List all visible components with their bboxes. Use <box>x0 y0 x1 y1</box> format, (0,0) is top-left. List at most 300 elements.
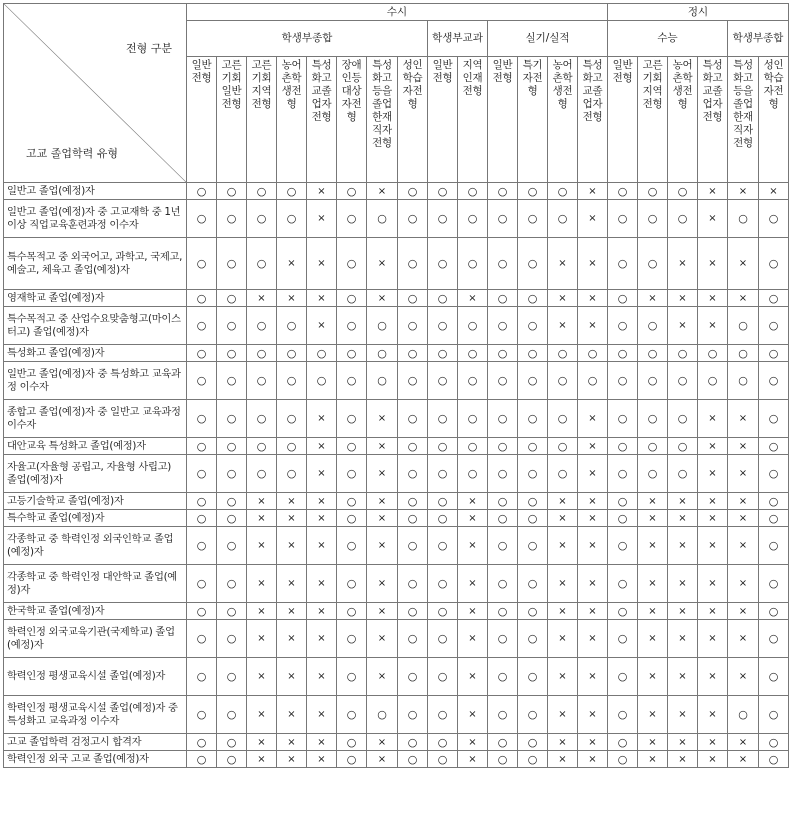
ineligible-mark: × <box>728 510 759 527</box>
eligible-mark: ○ <box>428 493 458 510</box>
ineligible-mark: × <box>458 603 488 620</box>
row-label: 고교 졸업학력 검정고시 합격자 <box>4 734 187 751</box>
ineligible-mark: × <box>668 696 698 734</box>
eligible-mark: ○ <box>458 438 488 455</box>
eligible-mark: ○ <box>638 200 668 238</box>
ineligible-mark: × <box>698 438 728 455</box>
eligible-mark: ○ <box>488 183 518 200</box>
subgroup-susi-silgi: 실기/실적 <box>488 21 608 57</box>
column-header: 고른 기회 지역 전형 <box>638 57 668 183</box>
eligible-mark: ○ <box>337 307 367 345</box>
ineligible-mark: × <box>247 734 277 751</box>
eligible-mark: ○ <box>759 400 789 438</box>
ineligible-mark: × <box>367 455 398 493</box>
ineligible-mark: × <box>728 620 759 658</box>
ineligible-mark: × <box>277 510 307 527</box>
ineligible-mark: × <box>638 527 668 565</box>
eligible-mark: ○ <box>217 510 247 527</box>
ineligible-mark: × <box>698 183 728 200</box>
eligible-mark: ○ <box>759 620 789 658</box>
eligible-mark: ○ <box>759 658 789 696</box>
eligible-mark: ○ <box>608 527 638 565</box>
eligible-mark: ○ <box>608 400 638 438</box>
ineligible-mark: × <box>307 734 337 751</box>
table-row <box>4 290 789 307</box>
eligible-mark: ○ <box>337 345 367 362</box>
eligible-mark: ○ <box>398 290 428 307</box>
eligible-mark: ○ <box>217 734 247 751</box>
table-row <box>4 734 789 751</box>
eligible-mark: ○ <box>608 620 638 658</box>
ineligible-mark: × <box>578 734 608 751</box>
eligible-mark: ○ <box>367 696 398 734</box>
ineligible-mark: × <box>668 290 698 307</box>
eligible-mark: ○ <box>608 658 638 696</box>
ineligible-mark: × <box>698 527 728 565</box>
eligible-mark: ○ <box>187 696 217 734</box>
eligible-mark: ○ <box>337 455 367 493</box>
ineligible-mark: × <box>578 510 608 527</box>
ineligible-mark: × <box>367 400 398 438</box>
eligible-mark: ○ <box>217 238 247 290</box>
eligible-mark: ○ <box>518 290 548 307</box>
eligible-mark: ○ <box>428 565 458 603</box>
eligible-mark: ○ <box>548 438 578 455</box>
eligible-mark: ○ <box>367 362 398 400</box>
eligible-mark: ○ <box>217 455 247 493</box>
eligible-mark: ○ <box>428 200 458 238</box>
column-header: 장애 인등 대상 자전 형 <box>337 57 367 183</box>
row-label: 일반고 졸업(예정)자 <box>4 183 187 200</box>
row-label: 종합고 졸업(예정)자 중 일반고 교육과정 이수자 <box>4 400 187 438</box>
row-label: 각종학교 중 학력인정 외국인학교 졸업(예정)자 <box>4 527 187 565</box>
eligible-mark: ○ <box>518 362 548 400</box>
ineligible-mark: × <box>578 290 608 307</box>
ineligible-mark: × <box>307 751 337 768</box>
ineligible-mark: × <box>367 238 398 290</box>
eligible-mark: ○ <box>217 696 247 734</box>
eligible-mark: ○ <box>518 603 548 620</box>
eligible-mark: ○ <box>398 696 428 734</box>
ineligible-mark: × <box>698 734 728 751</box>
eligible-mark: ○ <box>337 438 367 455</box>
eligible-mark: ○ <box>398 620 428 658</box>
ineligible-mark: × <box>698 200 728 238</box>
row-label: 영재학교 졸업(예정)자 <box>4 290 187 307</box>
column-header: 일반 전형 <box>428 57 458 183</box>
eligible-mark: ○ <box>337 183 367 200</box>
eligible-mark: ○ <box>458 455 488 493</box>
eligible-mark: ○ <box>488 455 518 493</box>
ineligible-mark: × <box>277 565 307 603</box>
eligible-mark: ○ <box>518 696 548 734</box>
eligible-mark: ○ <box>698 345 728 362</box>
eligible-mark: ○ <box>337 493 367 510</box>
eligible-mark: ○ <box>337 527 367 565</box>
ineligible-mark: × <box>698 696 728 734</box>
eligible-mark: ○ <box>548 183 578 200</box>
subgroup-jeongsi-hakjong: 학생부종합 <box>728 21 789 57</box>
eligible-mark: ○ <box>367 307 398 345</box>
eligible-mark: ○ <box>638 345 668 362</box>
eligible-mark: ○ <box>608 734 638 751</box>
ineligible-mark: × <box>458 290 488 307</box>
ineligible-mark: × <box>277 734 307 751</box>
eligible-mark: ○ <box>608 455 638 493</box>
ineligible-mark: × <box>458 658 488 696</box>
eligible-mark: ○ <box>458 200 488 238</box>
eligible-mark: ○ <box>518 455 548 493</box>
ineligible-mark: × <box>247 751 277 768</box>
ineligible-mark: × <box>247 696 277 734</box>
ineligible-mark: × <box>277 696 307 734</box>
ineligible-mark: × <box>728 751 759 768</box>
eligible-mark: ○ <box>187 438 217 455</box>
ineligible-mark: × <box>668 620 698 658</box>
eligible-mark: ○ <box>518 527 548 565</box>
eligible-mark: ○ <box>187 734 217 751</box>
eligible-mark: ○ <box>458 362 488 400</box>
ineligible-mark: × <box>307 238 337 290</box>
eligible-mark: ○ <box>608 603 638 620</box>
ineligible-mark: × <box>578 455 608 493</box>
eligible-mark: ○ <box>187 200 217 238</box>
ineligible-mark: × <box>367 510 398 527</box>
eligible-mark: ○ <box>608 493 638 510</box>
ineligible-mark: × <box>548 658 578 696</box>
column-header: 일반 전형 <box>187 57 217 183</box>
corner-top-label: 전형 구분 <box>125 42 172 55</box>
ineligible-mark: × <box>668 751 698 768</box>
ineligible-mark: × <box>728 183 759 200</box>
eligible-mark: ○ <box>458 307 488 345</box>
ineligible-mark: × <box>458 734 488 751</box>
ineligible-mark: × <box>578 565 608 603</box>
ineligible-mark: × <box>458 696 488 734</box>
table-row <box>4 658 789 696</box>
ineligible-mark: × <box>638 620 668 658</box>
table-row <box>4 510 789 527</box>
eligible-mark: ○ <box>217 345 247 362</box>
ineligible-mark: × <box>307 565 337 603</box>
eligible-mark: ○ <box>638 455 668 493</box>
eligible-mark: ○ <box>668 438 698 455</box>
eligible-mark: ○ <box>578 345 608 362</box>
ineligible-mark: × <box>307 696 337 734</box>
row-label: 자율고(자율형 공립고, 자율형 사립고) 졸업(예정)자 <box>4 455 187 493</box>
ineligible-mark: × <box>698 658 728 696</box>
eligible-mark: ○ <box>488 238 518 290</box>
eligible-mark: ○ <box>337 238 367 290</box>
eligible-mark: ○ <box>488 307 518 345</box>
eligible-mark: ○ <box>217 438 247 455</box>
eligible-mark: ○ <box>638 183 668 200</box>
eligible-mark: ○ <box>337 658 367 696</box>
ineligible-mark: × <box>578 400 608 438</box>
eligible-mark: ○ <box>398 438 428 455</box>
column-header: 특성 화고 교졸 업자 전형 <box>698 57 728 183</box>
eligible-mark: ○ <box>428 290 458 307</box>
group-jeongsi: 정시 <box>608 4 789 21</box>
eligible-mark: ○ <box>518 510 548 527</box>
ineligible-mark: × <box>458 620 488 658</box>
eligible-mark: ○ <box>488 290 518 307</box>
eligible-mark: ○ <box>247 200 277 238</box>
ineligible-mark: × <box>698 400 728 438</box>
ineligible-mark: × <box>578 658 608 696</box>
eligible-mark: ○ <box>759 603 789 620</box>
ineligible-mark: × <box>638 751 668 768</box>
eligible-mark: ○ <box>668 362 698 400</box>
ineligible-mark: × <box>638 696 668 734</box>
ineligible-mark: × <box>367 493 398 510</box>
eligible-mark: ○ <box>217 290 247 307</box>
eligible-mark: ○ <box>638 362 668 400</box>
eligible-mark: ○ <box>638 307 668 345</box>
ineligible-mark: × <box>728 455 759 493</box>
eligible-mark: ○ <box>217 527 247 565</box>
eligible-mark: ○ <box>458 345 488 362</box>
ineligible-mark: × <box>728 238 759 290</box>
eligible-mark: ○ <box>217 603 247 620</box>
ineligible-mark: × <box>307 438 337 455</box>
eligible-mark: ○ <box>428 527 458 565</box>
eligible-mark: ○ <box>488 603 518 620</box>
eligible-mark: ○ <box>759 751 789 768</box>
ineligible-mark: × <box>307 290 337 307</box>
corner-bottom-label: 고교 졸업학력 유형 <box>26 147 119 160</box>
eligible-mark: ○ <box>398 362 428 400</box>
ineligible-mark: × <box>728 734 759 751</box>
ineligible-mark: × <box>548 696 578 734</box>
eligible-mark: ○ <box>759 696 789 734</box>
eligible-mark: ○ <box>187 400 217 438</box>
eligible-mark: ○ <box>187 527 217 565</box>
ineligible-mark: × <box>367 620 398 658</box>
column-header: 고른 기회 지역 전형 <box>247 57 277 183</box>
row-label: 학력인정 외국교육기관(국제학교) 졸업(예정)자 <box>4 620 187 658</box>
ineligible-mark: × <box>698 510 728 527</box>
eligible-mark: ○ <box>398 527 428 565</box>
eligible-mark: ○ <box>307 362 337 400</box>
ineligible-mark: × <box>277 527 307 565</box>
eligible-mark: ○ <box>518 238 548 290</box>
row-label: 특성화고 졸업(예정)자 <box>4 345 187 362</box>
ineligible-mark: × <box>548 527 578 565</box>
eligible-mark: ○ <box>217 400 247 438</box>
eligible-mark: ○ <box>187 751 217 768</box>
eligible-mark: ○ <box>488 734 518 751</box>
eligible-mark: ○ <box>608 696 638 734</box>
column-header: 특성 화고 등을 졸업 한재 직자 전형 <box>367 57 398 183</box>
column-header: 특성 화고 교졸 업자 전형 <box>578 57 608 183</box>
eligible-mark: ○ <box>337 603 367 620</box>
eligible-mark: ○ <box>337 400 367 438</box>
ineligible-mark: × <box>578 438 608 455</box>
eligible-mark: ○ <box>518 565 548 603</box>
eligible-mark: ○ <box>518 620 548 658</box>
eligible-mark: ○ <box>428 455 458 493</box>
eligible-mark: ○ <box>759 493 789 510</box>
eligible-mark: ○ <box>488 527 518 565</box>
subgroup-susi-gyogwa: 학생부교과 <box>428 21 488 57</box>
eligible-mark: ○ <box>608 438 638 455</box>
eligible-mark: ○ <box>428 696 458 734</box>
row-label: 일반고 졸업(예정)자 중 특성화고 교육과정 이수자 <box>4 362 187 400</box>
eligible-mark: ○ <box>608 362 638 400</box>
column-header: 특성 화고 교졸 업자 전형 <box>307 57 337 183</box>
eligible-mark: ○ <box>638 238 668 290</box>
ineligible-mark: × <box>578 527 608 565</box>
eligible-mark: ○ <box>759 238 789 290</box>
eligible-mark: ○ <box>187 290 217 307</box>
ineligible-mark: × <box>668 658 698 696</box>
eligible-mark: ○ <box>217 620 247 658</box>
eligible-mark: ○ <box>608 751 638 768</box>
ineligible-mark: × <box>728 290 759 307</box>
ineligible-mark: × <box>458 493 488 510</box>
eligible-mark: ○ <box>187 183 217 200</box>
eligible-mark: ○ <box>277 200 307 238</box>
eligible-mark: ○ <box>488 362 518 400</box>
ineligible-mark: × <box>728 493 759 510</box>
ineligible-mark: × <box>668 238 698 290</box>
eligible-mark: ○ <box>759 345 789 362</box>
column-header: 특기 자전 형 <box>518 57 548 183</box>
table-row <box>4 696 789 734</box>
column-header: 성인 학습 자전 형 <box>398 57 428 183</box>
ineligible-mark: × <box>668 527 698 565</box>
eligible-mark: ○ <box>398 307 428 345</box>
eligible-mark: ○ <box>187 307 217 345</box>
ineligible-mark: × <box>367 751 398 768</box>
ineligible-mark: × <box>458 510 488 527</box>
ineligible-mark: × <box>307 620 337 658</box>
ineligible-mark: × <box>367 290 398 307</box>
ineligible-mark: × <box>578 620 608 658</box>
eligible-mark: ○ <box>428 751 458 768</box>
eligible-mark: ○ <box>728 362 759 400</box>
eligible-mark: ○ <box>398 603 428 620</box>
eligible-mark: ○ <box>488 438 518 455</box>
table-row <box>4 183 789 200</box>
eligible-mark: ○ <box>488 696 518 734</box>
ineligible-mark: × <box>698 751 728 768</box>
ineligible-mark: × <box>367 183 398 200</box>
eligible-mark: ○ <box>187 565 217 603</box>
eligible-mark: ○ <box>759 565 789 603</box>
ineligible-mark: × <box>698 455 728 493</box>
eligible-mark: ○ <box>488 200 518 238</box>
ineligible-mark: × <box>277 620 307 658</box>
ineligible-mark: × <box>548 493 578 510</box>
eligible-mark: ○ <box>337 510 367 527</box>
eligible-mark: ○ <box>398 183 428 200</box>
admission-eligibility-table <box>3 3 789 768</box>
ineligible-mark: × <box>307 493 337 510</box>
ineligible-mark: × <box>247 603 277 620</box>
eligible-mark: ○ <box>428 345 458 362</box>
ineligible-mark: × <box>458 565 488 603</box>
table-row <box>4 438 789 455</box>
row-label: 학력인정 외국 고교 졸업(예정)자 <box>4 751 187 768</box>
ineligible-mark: × <box>367 438 398 455</box>
eligible-mark: ○ <box>187 345 217 362</box>
row-label: 특수학교 졸업(예정)자 <box>4 510 187 527</box>
eligible-mark: ○ <box>277 183 307 200</box>
eligible-mark: ○ <box>217 183 247 200</box>
eligible-mark: ○ <box>187 620 217 658</box>
eligible-mark: ○ <box>728 307 759 345</box>
eligible-mark: ○ <box>608 510 638 527</box>
ineligible-mark: × <box>698 603 728 620</box>
eligible-mark: ○ <box>638 438 668 455</box>
ineligible-mark: × <box>307 183 337 200</box>
eligible-mark: ○ <box>728 696 759 734</box>
eligible-mark: ○ <box>759 362 789 400</box>
ineligible-mark: × <box>277 238 307 290</box>
eligible-mark: ○ <box>759 527 789 565</box>
subgroup-jeongsi-suneung: 수능 <box>608 21 728 57</box>
ineligible-mark: × <box>307 603 337 620</box>
ineligible-mark: × <box>307 200 337 238</box>
eligible-mark: ○ <box>187 362 217 400</box>
eligible-mark: ○ <box>187 455 217 493</box>
table-row <box>4 620 789 658</box>
ineligible-mark: × <box>247 658 277 696</box>
eligible-mark: ○ <box>337 290 367 307</box>
ineligible-mark: × <box>578 696 608 734</box>
ineligible-mark: × <box>307 400 337 438</box>
ineligible-mark: × <box>578 200 608 238</box>
eligible-mark: ○ <box>398 751 428 768</box>
ineligible-mark: × <box>578 307 608 345</box>
eligible-mark: ○ <box>217 658 247 696</box>
ineligible-mark: × <box>668 603 698 620</box>
eligible-mark: ○ <box>518 400 548 438</box>
eligible-mark: ○ <box>759 438 789 455</box>
column-header: 농어 촌학 생전 형 <box>548 57 578 183</box>
eligible-mark: ○ <box>608 238 638 290</box>
ineligible-mark: × <box>638 603 668 620</box>
ineligible-mark: × <box>578 183 608 200</box>
ineligible-mark: × <box>307 455 337 493</box>
eligible-mark: ○ <box>759 510 789 527</box>
ineligible-mark: × <box>277 290 307 307</box>
eligible-mark: ○ <box>518 307 548 345</box>
ineligible-mark: × <box>548 620 578 658</box>
column-header: 일반 전형 <box>608 57 638 183</box>
eligible-mark: ○ <box>428 620 458 658</box>
eligible-mark: ○ <box>398 493 428 510</box>
ineligible-mark: × <box>367 658 398 696</box>
eligible-mark: ○ <box>187 238 217 290</box>
ineligible-mark: × <box>578 603 608 620</box>
row-label: 대안교육 특성화고 졸업(예정)자 <box>4 438 187 455</box>
ineligible-mark: × <box>458 527 488 565</box>
eligible-mark: ○ <box>728 345 759 362</box>
eligible-mark: ○ <box>548 200 578 238</box>
ineligible-mark: × <box>638 493 668 510</box>
eligible-mark: ○ <box>608 307 638 345</box>
eligible-mark: ○ <box>398 510 428 527</box>
column-header: 성인 학습 자전 형 <box>759 57 789 183</box>
eligible-mark: ○ <box>247 307 277 345</box>
ineligible-mark: × <box>367 603 398 620</box>
ineligible-mark: × <box>638 290 668 307</box>
ineligible-mark: × <box>247 620 277 658</box>
eligible-mark: ○ <box>518 200 548 238</box>
